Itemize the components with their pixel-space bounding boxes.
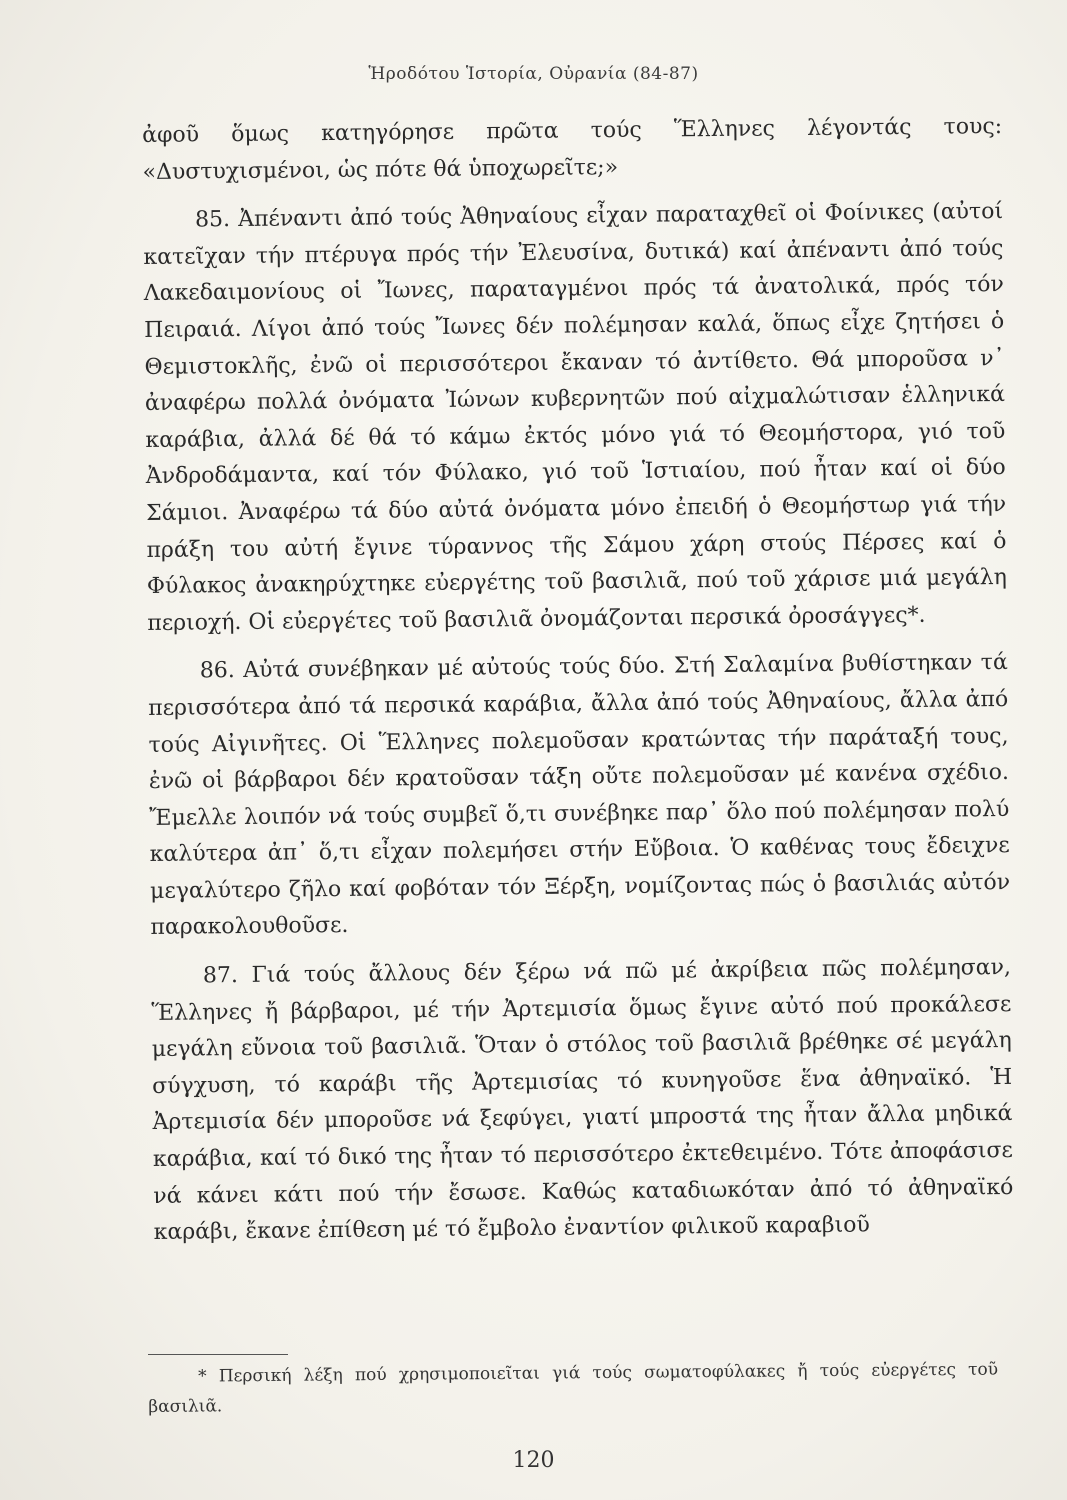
footnote-divider <box>148 1354 288 1355</box>
paragraph-87: 87. Γιά τούς ἄλλους δέν ξέρω νά πῶ μέ ἀκρίβεια πῶς πολέμησαν, Ἕλληνες ἤ βάρβαροι, μέ τήν Ἀρτεμισία ὅμως ἔγινε αὐτό πού προκάλεσε μεγάλη εὔνοια τοῦ βασιλιᾶ. Ὅταν ὁ στόλος τοῦ βασιλιᾶ βρέθηκε σέ μεγάλη σύγχυση, τό καράβι τῆς Ἀρτεμισίας τό κυνηγοῦσε ἕνα ἀθηναϊκό. Ἡ Ἀρτεμισία δέν μποροῦσε νά ξεφύγει, γιατί μπροστά της ἦταν ἄλλα μηδικά καράβια, καί τό δικό της ἦταν τό περισσότερο ἐκτεθειμένο. Τότε ἀποφάσισε νά κάνει κάτι πού τήν ἔσωσε. Καθώς καταδιωκόταν ἀπό τό ἀθηναϊκό καράβι, ἔκανε ἐπίθεση μέ τό ἔμβολο ἐναντίον φιλικοῦ καραβιοῦ <box>151 955 1014 1246</box>
paragraph-86: 86. Αὐτά συνέβηκαν μέ αὐτούς τούς δύο. Στή Σαλαμίνα βυθίστηκαν τά περισσότερα ἀπό τά περσικά καράβια, ἄλλα ἀπό τούς Ἀθηναίους, ἄλλα ἀπό τούς Αἰγινῆτες. Οἱ Ἕλληνες πολεμοῦσαν κρατώντας τήν παράταξή τους, ἐνῶ οἱ βάρβαροι δέν κρατοῦσαν τάξη οὔτε πολεμοῦσαν μέ κανένα σχέδιο. Ἔμελλε λοιπόν νά τούς συμβεῖ ὅ,τι συνέβηκε παρ᾽ ὅλο πού πολέμησαν πολύ καλύτερα ἀπ᾽ ὅ,τι εἶχαν πολεμήσει στήν Εὔβοια. Ὁ καθένας τους ἔδειχνε μεγαλύτερο ζῆλο καί φοβόταν τόν Ξέρξη, νομίζοντας πώς ὁ βασιλιάς αὐτόν παρακολουθοῦσε. <box>148 650 1011 941</box>
running-head: Ἡροδότου Ἱστορία, Οὐρανία (84-87) <box>368 64 699 84</box>
paragraph-continuation: ἀφοῦ ὅμως κατηγόρησε πρῶτα τούς Ἕλληνες λέγοντάς τους: «Δυστυχισμένοι, ὡς πότε θά ὑποχωρεῖτε;» <box>142 113 1003 185</box>
footnote: * Περσική λέξη πού χρησιμοποιεῖται γιά τούς σωματοφύλακες ἤ τούς εὐεργέτες τοῦ βασιλιᾶ. <box>148 1359 999 1417</box>
page-number: 120 <box>512 1448 555 1473</box>
main-text <box>142 109 1014 1252</box>
paragraph-85: 85. Ἀπέναντι ἀπό τούς Ἀθηναίους εἶχαν παραταχθεῖ οἱ Φοίνικες (αὐτοί κατεῖχαν τήν πτέρυγα πρός τήν Ἐλευσίνα, δυτικά) καί ἀπέναντι ἀπό τούς Λακεδαιμονίους οἱ Ἴωνες, παραταγμένοι πρός τά ἀνατολικά, πρός τόν Πειραιά. Λίγοι ἀπό τούς Ἴωνες δέν πολέμησαν καλά, ὅπως εἶχε ζητήσει ὁ Θεμιστοκλῆς, ἐνῶ οἱ περισσότεροι ἔκαναν τό ἀντίθετο. Θά μποροῦσα ν᾽ ἀναφέρω πολλά ὀνόματα Ἰώνων κυβερνητῶν πού αἰχμαλώτισαν ἑλληνικά καράβια, ἀλλά δέ θά τό κάμω ἐκτός μόνο γιά τό Θεομήστορα, γιό τοῦ Ἀνδροδάμαντα, καί τόν Φύλακο, γιό τοῦ Ἱστιαίου, πού ἦταν καί οἱ δύο Σάμιοι. Ἀναφέρω τά δύο αὐτά ὀνόματα μόνο ἐπειδή ὁ Θεομήστωρ γιά τήν πράξη του αὐτή ἔγινε τύραννος τῆς Σάμου χάρη στούς Πέρσες καί ὁ Φύλακος ἀνακηρύχτηκε εὐεργέτης τοῦ βασιλιᾶ, πού τοῦ χάρισε μιά μεγάλη περιοχή. Οἱ εὐεργέτες τοῦ βασιλιᾶ ὀνομάζονται περσικά ὀροσάγγες*. <box>143 199 1007 636</box>
